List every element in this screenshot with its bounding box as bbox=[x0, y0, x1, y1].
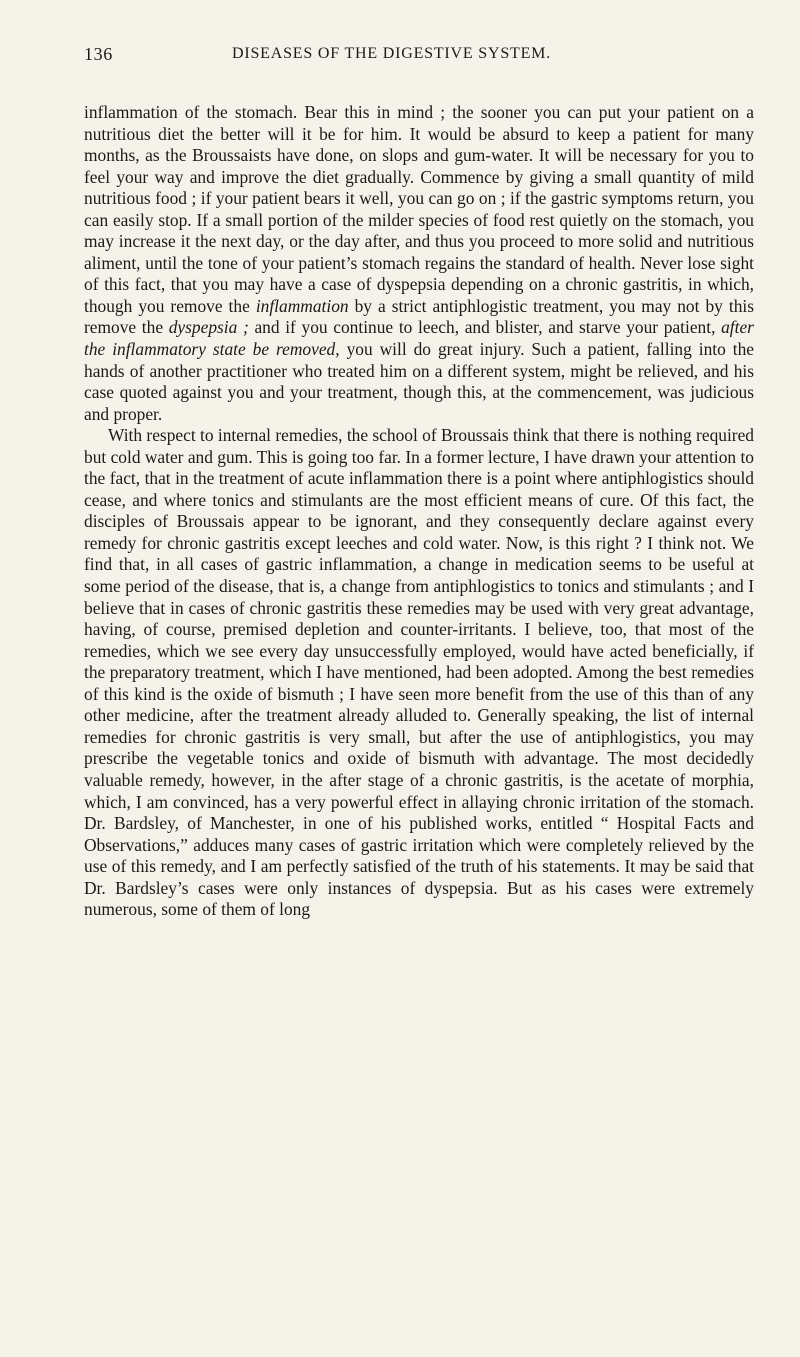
emphasis-inflammation: inflammation bbox=[255, 295, 349, 316]
page-number: 136 bbox=[84, 44, 113, 64]
running-header bbox=[84, 44, 754, 76]
paragraph-2: With respect to internal remedies, the school of Broussais think that there is nothing required but cold water and gum. This is going too far. In a former lecture, I have drawn your attention to the fact, that in the treatment of acute inflammation there is a point where antiphlogistics should cease, and where tonics and stimulants are the most efficient means of cure. Of this fact, the disciples of Broussais appear to be ignorant, and they consequently declare against every remedy for chronic gastritis except leeches and cold water. Now, is this right ? I think not. We find that, in all cases of gastric inflammation, a change in medication seems to be useful at some period of the disease, that is, a change from antiphlogistics to tonics and stimulants ; and I believe that in cases of chronic gastritis these remedies may be used with very great advantage, having, of course, premised depletion and counter-irritants. I believe, too, that most of the remedies, which we see every day unsuccessfully employed, would have acted beneficially, if the preparatory treatment, which I have mentioned, had been adopted. Among the best remedies of this kind is the oxide of bismuth ; I have seen more benefit from the use of this than of any other medicine, after the treatment already alluded to. Generally speaking, the list of internal remedies for chronic gastritis is very small, but after the use of antiphlogistics, you may prescribe the vegetable tonics and oxide of bismuth with advantage. The most decidedly valuable remedy, however, in the after stage of a chronic gastritis, is the acetate of morphia, which, I am convinced, has a very powerful effect in allaying chronic irritation of the stomach. Dr. Bardsley, of Manchester, in one of his published works, entitled “ Hospital Facts and Observations,” adduces many cases of gastric irritation which were completely relieved by the use of this remedy, and I am perfectly satisfied of the truth of his statements. It may be said that Dr. Bardsley’s cases were only instances of dyspepsia. But as his cases were extremely numerous, some of them of long bbox=[84, 425, 754, 920]
paragraph-1-text-a: inflammation of the stomach. Bear this in mind ; the sooner you can put your patient on a nutritious diet the better will it be for him. It would be absurd to keep a patient for many months, as the Broussaists have done, on slops and gum-water. It will be necessary for you to feel your way and improve the diet gradually. Commence by giving a small quantity of mild nutritious food ; if your patient bears it well, you can go on ; if the gastric symptoms return, you can easily stop. If a small portion of the milder species of food rest quietly on the stomach, you may increase it the next day, or the day after, and thus you proceed to more solid and nutritious aliment, until the tone of your patient’s stomach regains the standard of health. Never lose sight of this fact, that you may have a case of dyspepsia depending on a chronic gastritis, in which, though you remove the bbox=[84, 102, 754, 316]
paragraph-1-text-b: by a strict antiphlogistic treatment, you may not by this remove the bbox=[84, 295, 754, 338]
running-title: DISEASES OF THE DIGESTIVE SYSTEM. bbox=[232, 45, 552, 62]
paragraph-1-text-d: you will do great injury. Such a patient, falling into the hands of another practitioner who treated him on a different system, might be relieved, and his case quoted against you and your treatment, though this, at the commencement, was judicious and proper. bbox=[84, 339, 754, 424]
emphasis-inflammatory-state: after the inflammatory state be removed, bbox=[84, 317, 754, 360]
paragraph-1 bbox=[84, 102, 754, 425]
emphasis-dyspepsia: dyspepsia ; bbox=[168, 317, 249, 338]
body-text bbox=[84, 102, 754, 921]
paragraph-1-text-c: and if you continue to leech, and blister, and starve your patient, bbox=[254, 317, 716, 338]
